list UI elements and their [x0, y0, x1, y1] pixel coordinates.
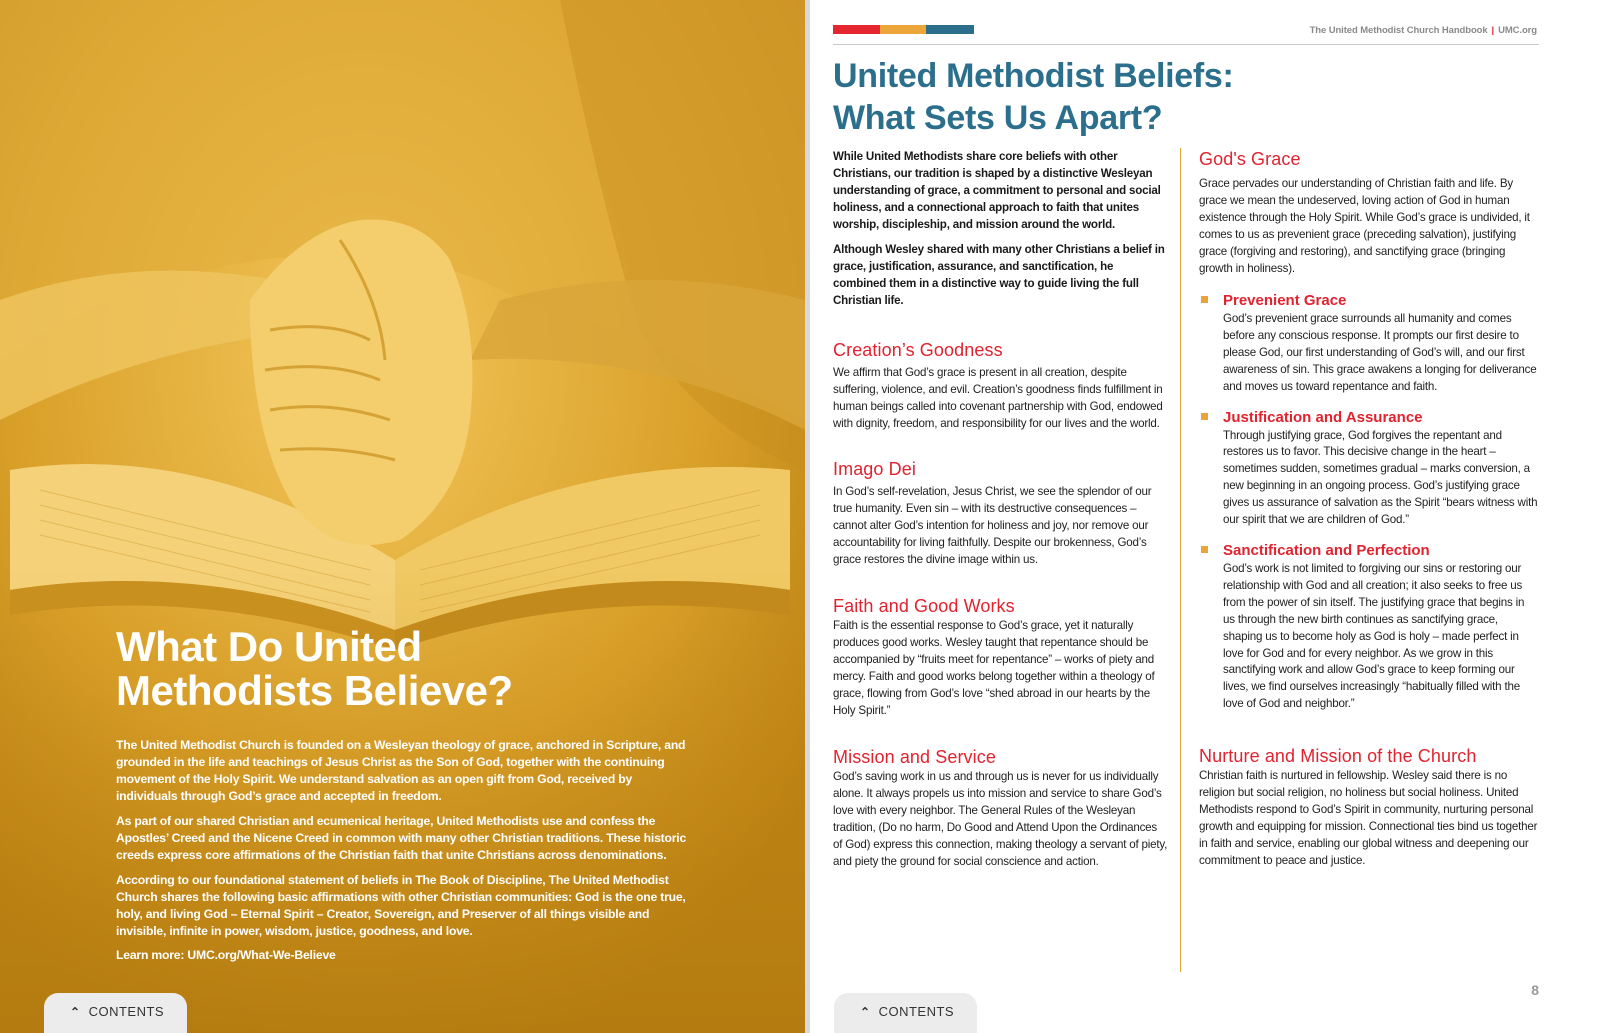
- subsection-sanctification: [1223, 541, 1539, 713]
- square-bullet-icon: [1201, 413, 1208, 420]
- section-faith-good-works: [833, 595, 1168, 719]
- section-body: God’s saving work in us and through us is never for us individually alone. It always propels us into mission and service to share God’s love with every neighbor. The General Rules of the Wesleyan tradition, (Do no harm, Do Good and Attend Upon the Ordinances of God) express this connection, making theology a servant of piety, and piety the ground for social conscience and action.: [833, 770, 1168, 868]
- section-title: Mission and Service: [833, 747, 996, 767]
- page-number: 8: [1531, 982, 1539, 998]
- left-paragraph: The United Methodist Church is founded on a Wesleyan theology of grace, anchored in Scripture, and grounded in the life and teachings of Jesus Christ as the Son of God, together with the continuing movement of the Holy Spirit. We understand salvation as an open gift from God, received by individuals through God’s grace and accepted in freedom.: [116, 738, 686, 803]
- contents-button[interactable]: ⌃ CONTENTS: [834, 993, 977, 1033]
- color-bar-teal: [926, 25, 974, 34]
- section-body: Christian faith is nurtured in fellowship. Wesley said there is no religion but social religion, no holiness but social holiness. United Methodists respond to God’s Spirit in community, nurturing personal growth and equipping for mission. Connectional ties bind us together in faith and service, enabling our global witness and deepening our commitment to peace and justice.: [1199, 769, 1538, 868]
- section-title: Imago Dei: [833, 459, 916, 479]
- left-page-title: What Do United Methodists Believe?: [116, 623, 513, 714]
- section-body: In God’s self-revelation, Jesus Christ, we see the splendor of our true humanity. Even sin – with its destructive consequences – cannot alter God’s intention for holiness and joy, nor remove our accountability for living faithfully. Despite our brokenness, God’s grace restores the divine image within us.: [833, 485, 1152, 566]
- square-bullet-icon: [1201, 546, 1208, 553]
- section-body: Faith is the essential response to God’s grace, yet it naturally produces good works. Wesley taught that repentance should be accompanied by “fruits meet for repentance” – works of piety and mercy. Faith and good works belong together within a theology of grace, flowing from God’s love “shed abroad in our hearts by the Holy Spirit.”: [833, 619, 1155, 717]
- left-paragraph: As part of our shared Christian and ecumenical heritage, United Methodists use and confess the Apostles’ Creed and the Nicene Creed in common with many other Christian traditions. These historic creeds express core affirmations of the Christian faith that unite Christians across denominations.: [116, 814, 687, 862]
- learn-more-link[interactable]: Learn more: UMC.org/What-We-Believe: [116, 948, 336, 962]
- intro-paragraph: Although Wesley shared with many other Christians a belief in grace, justification, assurance, and sanctification, he combined them in a distinctive way to guide living the full Christian life.: [833, 243, 1165, 307]
- subsection-body: God’s work is not limited to forgiving our sins or restoring our relationship with God and all creation; it also seeks to free us from the power of sin itself. The justifying grace that begins in us through the new birth continues as sanctifying grace, shaping us to become holy as God is holy – made perfect in love for God and for every neighbor. As we grow in this sanctifying work and allow God’s grace to keep forming our lives, we find ourselves increasingly “habitually filled with the love of God and neighbor.”: [1223, 561, 1525, 711]
- section-creations-goodness: [833, 339, 1168, 432]
- left-text-block: [116, 625, 696, 962]
- running-head: The United Methodist Church Handbook | UMC.org: [1309, 25, 1537, 36]
- section-body: We affirm that God’s grace is present in all creation, despite suffering, violence, and evil. Creation’s goodness finds fulfillment in human beings called into covenant partnership with God, endowed with dignity, freedom, and responsibility for our lives and the world.: [833, 366, 1163, 430]
- right-column: [1199, 148, 1539, 869]
- section-body: Grace pervades our understanding of Christian faith and life. By grace we mean the undeserved, loving action of God in human existence through the Holy Spirit. While God’s grace is undivided, it comes to us as prevenient grace (preceding salvation), justifying grace (forgiving and restoring), and sanctifying grace (bringing growth in holiness).: [1199, 177, 1530, 275]
- contents-button[interactable]: ⌃ CONTENTS: [44, 993, 187, 1033]
- color-bar-red: [833, 25, 880, 34]
- section-title: Creation’s Goodness: [833, 340, 1003, 360]
- subsection-title: Justification and Assurance: [1223, 408, 1423, 426]
- section-gods-grace: [1199, 148, 1539, 277]
- color-bar: [833, 25, 974, 34]
- section-nurture-mission: [1199, 745, 1539, 869]
- caret-up-icon: ⌃: [860, 1005, 871, 1019]
- subsection-title: Sanctification and Perfection: [1223, 541, 1430, 559]
- subsection-body: Through justifying grace, God forgives the repentant and restores us to favor. This decisive change in the heart – sometimes sudden, sometimes gradual – marks conversion, a new beginning in an ongoing process. God’s justifying grace gives us assurance of salvation as the Spirit “bears witness with our spirit that we are children of God.”: [1223, 428, 1538, 527]
- subsection-prevenient-grace: [1223, 291, 1539, 396]
- page-title: United Methodist Beliefs: What Sets Us Apart?: [833, 57, 1234, 137]
- section-title: Faith and Good Works: [833, 596, 1015, 616]
- column-divider: [1180, 148, 1181, 972]
- section-title: God's Grace: [1199, 149, 1301, 169]
- right-page: [810, 0, 1599, 1033]
- header-rule: [833, 44, 1539, 45]
- section-imago-dei: [833, 458, 1168, 568]
- intro-paragraph: While United Methodists share core beliefs with other Christians, our tradition is shaped by a distinctive Wesleyan understanding of grace, a commitment to personal and social holiness, and a connectional approach to faith that unites worship, discipleship, and mission around the world.: [833, 150, 1161, 231]
- subsection-body: God’s prevenient grace surrounds all humanity and comes before any conscious response. It prompts our first desire to please God, our first understanding of God’s will, and our first awareness of sin. This grace awakens a longing for deliverance and moves us toward repentance and faith.: [1223, 312, 1537, 393]
- color-bar-gold: [880, 25, 926, 34]
- subsection-title: Prevenient Grace: [1223, 292, 1347, 309]
- left-column: [833, 148, 1168, 870]
- caret-up-icon: ⌃: [70, 1005, 81, 1019]
- left-paragraph: According to our foundational statement of beliefs in The Book of Discipline, The United Methodist Church shares the following basic affirmations with other Christian communities: God is the one true, holy, and living God – Eternal Spirit – Creator, Sovereign, and Preserver of all things visible and invisible, infinite in power, wisdom, justice, goodness, and love.: [116, 873, 686, 938]
- square-bullet-icon: [1201, 296, 1208, 303]
- section-title: Nurture and Mission of the Church: [1199, 746, 1477, 767]
- section-mission-service: [833, 746, 1168, 870]
- subsection-justification: [1223, 408, 1539, 529]
